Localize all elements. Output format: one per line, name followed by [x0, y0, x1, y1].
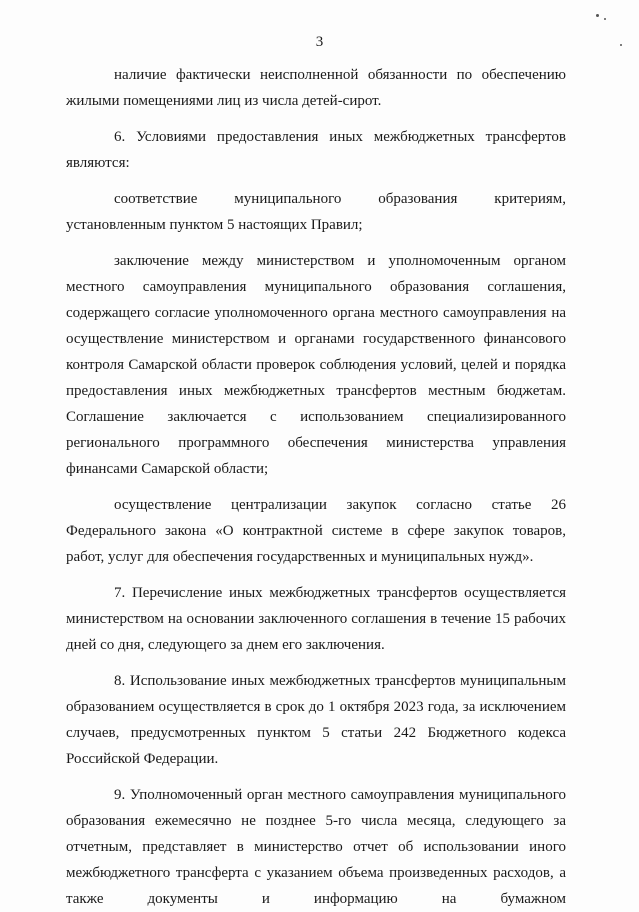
paragraph-agreement-conclusion: заключение между министерством и уполномоченным органом местного самоуправления муниципального образования соглашения, содержащего согласие уполномоченного органа местного самоуправления на осуществление министерством и органами государственного финансового контроля Самарской области проверок соблюдения условий, целей и порядка предоставления иных межбюджетных трансфертов местным бюджетам. Соглашение заключается с использованием специализированного регионального программного обеспечения министерства управления финансами Самарской области; [66, 253, 566, 477]
document-body [66, 62, 566, 912]
paragraph-6-conditions: 6. Условиями предоставления иных межбюджетных трансфертов являются: [66, 129, 566, 171]
paragraph-procurement-centralization: осуществление централизации закупок согласно статье 26 Федерального закона «О контрактной системе в сфере закупок товаров, работ, услуг для обеспечения государственных и муниципальных нужд». [66, 497, 566, 565]
scan-speck [620, 44, 622, 46]
paragraph-9-reporting: 9. Уполномоченный орган местного самоуправления муниципального образования ежемесячно не позднее 5-го числа месяца, следующего за отчетным, представляет в министерство отчет об использовании иного межбюджетного трансферта с указанием объема произведенных расходов, а также документы и информацию на бумажном [66, 787, 566, 907]
paragraph-8-usage: 8. Использование иных межбюджетных трансфертов муниципальным образованием осуществляется в срок до 1 октября 2023 года, за исключением случаев, предусмотренных пунктом 5 статьи 242 Бюджетного кодекса Российской Федерации. [66, 673, 566, 767]
paragraph-orphans-obligation: наличие фактически неисполненной обязанности по обеспечению жилыми помещениями лиц из числа детей-сирот. [66, 67, 566, 109]
scan-speck [604, 18, 606, 20]
page-number: 3 [315, 34, 324, 50]
paragraph-criteria-compliance: соответствие муниципального образования критериям, установленным пунктом 5 настоящих Правил; [66, 191, 566, 233]
scan-speck [596, 14, 599, 17]
paragraph-7-transfer: 7. Перечисление иных межбюджетных трансфертов осуществляется министерством на основании заключенного соглашения в течение 15 рабочих дней со дня, следующего за днем его заключения. [66, 585, 566, 653]
